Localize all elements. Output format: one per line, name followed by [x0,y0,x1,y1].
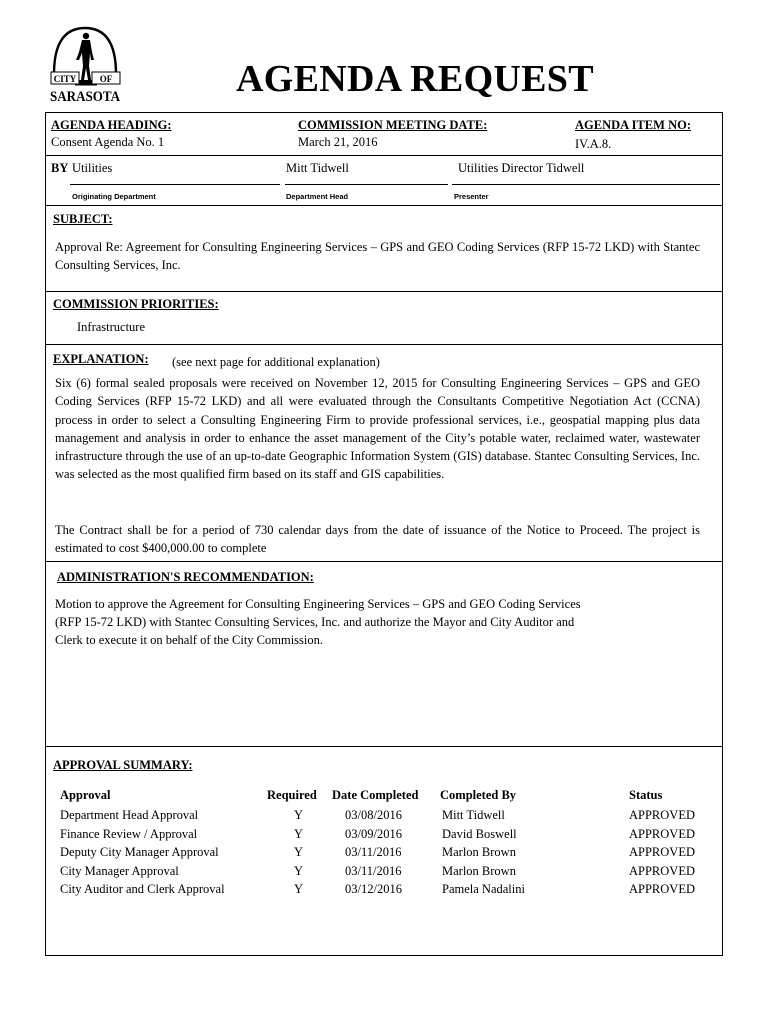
city-of-sarasota-logo [48,22,123,106]
subject-text: Approval Re: Agreement for Consulting Engineering Services – GPS and GEO Coding Services (RFP 15-72 LKD) with Stantec Consulting Services, Inc. [55,240,700,273]
logo-of-text: OF [99,74,113,84]
document-title: AGENDA REQUEST [236,58,594,100]
recommendation-line: Clerk to execute it on behalf of the City Commission. [55,633,324,647]
status-cell: APPROVED [629,845,695,860]
meeting-date-value: March 21, 2016 [298,135,378,149]
required-cell: Y [294,882,304,897]
department-head-caption: Department Head [286,192,349,201]
divider [45,291,723,292]
date-completed-cell: 03/08/2016 [345,808,402,822]
status-column-header: Status [629,788,663,802]
logo-sarasota-text: SARASOTA [50,89,121,105]
logo-city-text: CITY [53,74,77,84]
explanation-paragraph-2: The Contract shall be for a period of 730 calendar days from the date of issuance of the Notice to Proceed. The project is estimated to cost $400,000.00 to complete [55,523,700,556]
date-completed-cell: 03/11/2016 [345,845,402,860]
required-cell: Y [294,808,304,822]
completed-by-cell: David Boswell [442,826,517,841]
date-completed-cell: 03/11/2016 [345,863,402,878]
originating-department-caption: Originating Department [72,192,156,201]
completed-by-cell: Marlon Brown [442,863,516,878]
required-cell: Y [294,845,304,860]
agenda-item-no-label: AGENDA ITEM NO: [575,118,691,132]
originating-department-value: Utilities [72,161,113,175]
explanation-note: (see next page for additional explanation) [172,355,380,369]
signature-line [452,184,720,185]
completed-by-cell: Pamela Nadalini [442,882,525,897]
date-completed-column-header: Date Completed [332,788,419,802]
presenter-caption: Presenter [454,192,489,201]
agenda-heading-value: Consent Agenda No. 1 [51,135,165,149]
agenda-heading-label: AGENDA HEADING: [51,118,172,132]
signature-line [70,184,280,185]
approval-name-cell: City Auditor and Clerk Approval [60,882,225,897]
required-cell: Y [294,863,304,878]
approval-name-cell: Department Head Approval [60,808,199,822]
recommendation-line: Motion to approve the Agreement for Consulting Engineering Services – GPS and GEO Coding Services [55,597,581,611]
completed-by-cell: Marlon Brown [442,845,516,860]
presenter-value: Utilities Director Tidwell [458,161,585,175]
status-cell: APPROVED [629,882,695,897]
divider [45,561,723,562]
completed-by-column-header: Completed By [440,788,517,802]
approval-name-cell: City Manager Approval [60,863,179,878]
by-label: BY [51,161,69,175]
approval-column-header: Approval [60,788,111,802]
agenda-item-no-value: IV.A.8. [575,137,612,151]
priorities-label: COMMISSION PRIORITIES: [53,297,219,311]
status-cell: APPROVED [629,808,695,822]
approval-name-cell: Finance Review / Approval [60,826,198,841]
explanation-label: EXPLANATION: [53,352,149,366]
approval-name-cell: Deputy City Manager Approval [60,845,219,860]
recommendation-line: (RFP 15-72 LKD) with Stantec Consulting Services, Inc. and authorize the Mayor and City Auditor and [55,615,575,629]
divider [45,746,723,747]
status-cell: APPROVED [629,863,695,878]
required-column-header: Required [267,788,317,802]
date-completed-cell: 03/12/2016 [345,882,402,897]
department-head-value: Mitt Tidwell [286,161,349,175]
status-cell: APPROVED [629,826,695,841]
divider [45,155,723,156]
priorities-value: Infrastructure [77,320,146,334]
required-cell: Y [294,826,304,841]
date-completed-cell: 03/09/2016 [345,826,402,841]
meeting-date-label: COMMISSION MEETING DATE: [298,118,488,132]
completed-by-cell: Mitt Tidwell [442,808,505,822]
approval-summary-label: APPROVAL SUMMARY: [53,758,193,772]
recommendation-label: ADMINISTRATION'S RECOMMENDATION: [57,570,314,584]
signature-line [285,184,448,185]
divider [45,344,723,345]
divider [45,205,723,206]
explanation-paragraph-1: Six (6) formal sealed proposals were received on November 12, 2015 for Consulting Engineering Services – GPS and GEO Coding Services (RFP 15-72 LKD) and all were evaluated through the Consultants Competitive Negotiation Act (CCNA) process in order to select a Consulting Engineering Firm to provide professional services, i.e., geospatial mapping plus data management and analysis in order to enhance the asset management of the City’s potable water, reclaimed water, wastewater infrastructure through the use of an up-to-date Geographic Information System (GIS) database. Stantec Consulting Services, Inc. was selected as the most qualified firm based on its staff and GIS capabilities. [55,376,700,482]
subject-label: SUBJECT: [53,212,113,226]
